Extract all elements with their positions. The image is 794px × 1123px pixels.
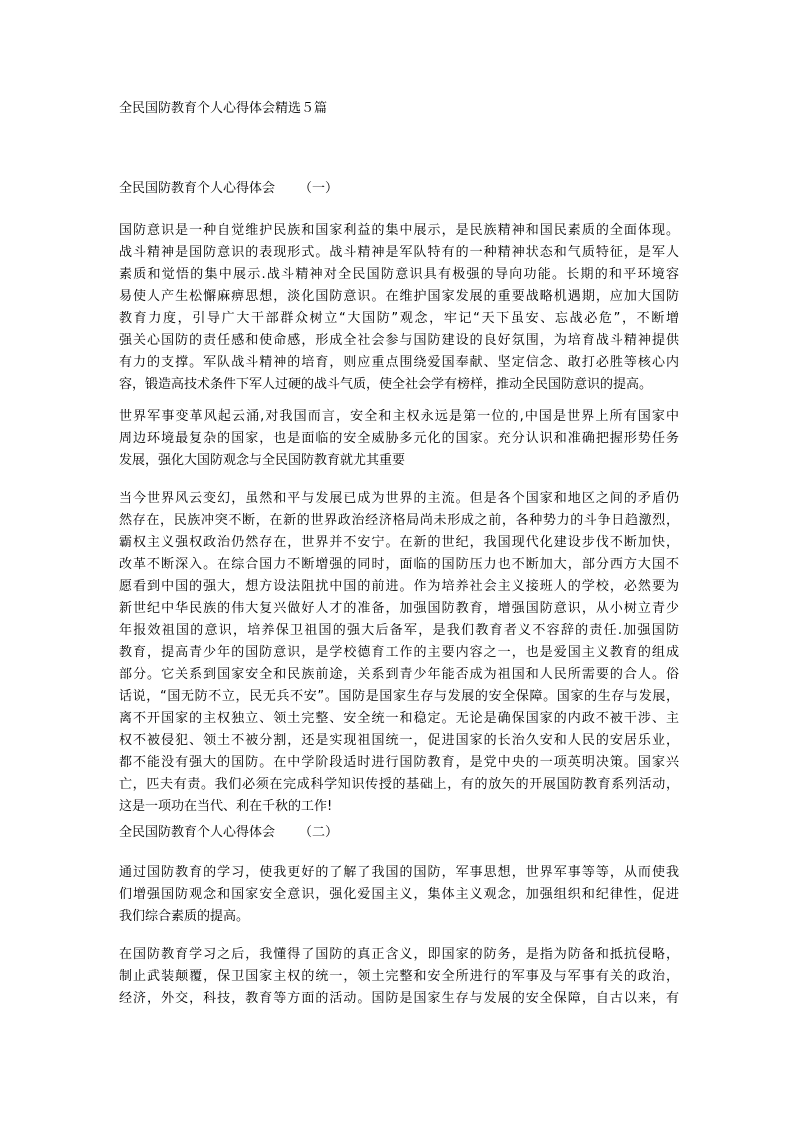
text-line: 素质和觉悟的集中展示.战斗精神对全民国防意识具有极强的导向功能。长期的和平环境容 (119, 267, 679, 282)
text-line: 当今世界风云变幻，虽然和平与发展已成为世界的主流。但是各个国家和地区之间的矛盾仍 (119, 491, 679, 506)
text-line: 然存在，民族冲突不断，在新的世界政治经济格局尚未形成之前，各种势力的斗争日趋激烈， (119, 513, 679, 528)
section-heading-2 (119, 824, 338, 842)
text-line: 易使人产生松懈麻痹思想，淡化国防意识。在维护国家发展的重要战略机遇期，应加大国防 (119, 289, 679, 304)
paragraph-2-2 (119, 944, 679, 1010)
text-line: 国防意识是一种自觉维护民族和国家利益的集中展示，是民族精神和国民素质的全面体现。 (119, 223, 679, 238)
text-line: 容，锻造高技术条件下军人过硬的战斗气质，使全社会学有榜样，推动全民国防意识的提高。 (119, 377, 653, 392)
text-line: 改革不断深入。在综合国力不断增强的同时，面临的国防压力也不断加大，部分西方大国不 (119, 557, 679, 572)
document-title: 全民国防教育个人心得体会精选５篇 (119, 101, 328, 116)
text-line: 教育，提高青少年的国防意识，是学校德育工作的主要内容之一，也是爱国主义教育的组成 (119, 645, 679, 660)
text-line: 新世纪中华民族的伟大复兴做好人才的准备，加强国防教育，增强国防意识，从小树立青少 (119, 601, 679, 616)
text-line: 愿看到中国的强大，想方设法阻扰中国的前进。作为培养社会主义接班人的学校，必然要为 (119, 579, 679, 594)
text-line: 经济，外交，科技，教育等方面的活动。国防是国家生存与发展的安全保障，自古以来，有 (119, 991, 679, 1006)
text-line: 权不被侵犯、领土不被分割，还是实现祖国统一，促进国家的长治久安和人民的安居乐业， (119, 733, 679, 748)
text-line: 话说，“国无防不立，民无兵不安”。国防是国家生存与发展的安全保障。国家的生存与发展， (119, 689, 679, 704)
text-line: 亡，匹夫有责。我们必须在完成科学知识传授的基础上，有的放矢的开展国防教育系列活动， (119, 777, 679, 792)
text-line: 通过国防教育的学习，使我更好的了解了我国的国防，军事思想，世界军事等等，从而使我 (119, 865, 679, 880)
text-line: 制止武装颠覆，保卫国家主权的统一，领土完整和安全所进行的军事及与军事有关的政治， (119, 969, 679, 984)
text-line: 教育力度，引导广大干部群众树立“大国防”观念，牢记“天下虽安、忘战必危”，不断增 (119, 311, 679, 326)
paragraph-1-3 (119, 488, 679, 818)
text-line: 我们综合素质的提高。 (119, 909, 250, 924)
text-line: 霸权主义强权政治仍然存在，世界并不安宁。在新的世纪，我国现代化建设步伐不断加快， (119, 535, 679, 550)
text-line: 发展，强化大国防观念与全民国防教育就尤其重要 (119, 453, 406, 468)
section-heading-text: 全民国防教育个人心得体会 (119, 181, 276, 196)
text-line: 在国防教育学习之后，我懂得了国防的真正含义，即国家的防务，是指为防备和抵抗侵略， (119, 947, 679, 962)
text-line: 周边环境最复杂的国家，也是面临的安全威胁多元化的国家。充分认识和准确把握形势任务 (119, 431, 679, 446)
section-number: （二） (299, 825, 339, 840)
text-line: 都不能没有强大的国防。在中学阶段适时进行国防教育，是党中央的一项英明决策。国家兴 (119, 755, 679, 770)
paragraph-1-2 (119, 406, 679, 472)
text-line: 年报效祖国的意识，培养保卫祖国的强大后备军，是我们教育者义不容辞的责任.加强国防 (119, 623, 679, 638)
text-line: 离不开国家的主权独立、领土完整、安全统一和稳定。无论是确保国家的内政不被干涉、主 (119, 711, 679, 726)
section-number: （一） (299, 181, 339, 196)
section-heading-1 (119, 180, 338, 198)
text-line: 部分。它关系到国家安全和民族前途，关系到青少年能否成为祖国和人民所需要的合人。俗 (119, 667, 679, 682)
text-line: 战斗精神是国防意识的表现形式。战斗精神是军队特有的一种精神状态和气质特征，是军人 (119, 245, 679, 260)
paragraph-1-1 (119, 220, 679, 396)
text-line: 强关心国防的责任感和使命感，形成全社会参与国防建设的良好氛围，为培育战斗精神提供 (119, 333, 679, 348)
text-line: 这是一项功在当代、利在千秋的工作! (119, 799, 333, 814)
paragraph-2-1 (119, 862, 679, 928)
text-line: 有力的支撑。军队战斗精神的培育，则应重点围绕爱国奉献、坚定信念、敢打必胜等核心内 (119, 355, 679, 370)
text-line: 们增强国防观念和国家安全意识，强化爱国主义，集体主义观念，加强组织和纪律性，促进 (119, 887, 679, 902)
section-heading-text: 全民国防教育个人心得体会 (119, 825, 276, 840)
text-line: 世界军事变革风起云涌,对我国而言，安全和主权永远是第一位的,中国是世界上所有国家中 (119, 409, 679, 424)
